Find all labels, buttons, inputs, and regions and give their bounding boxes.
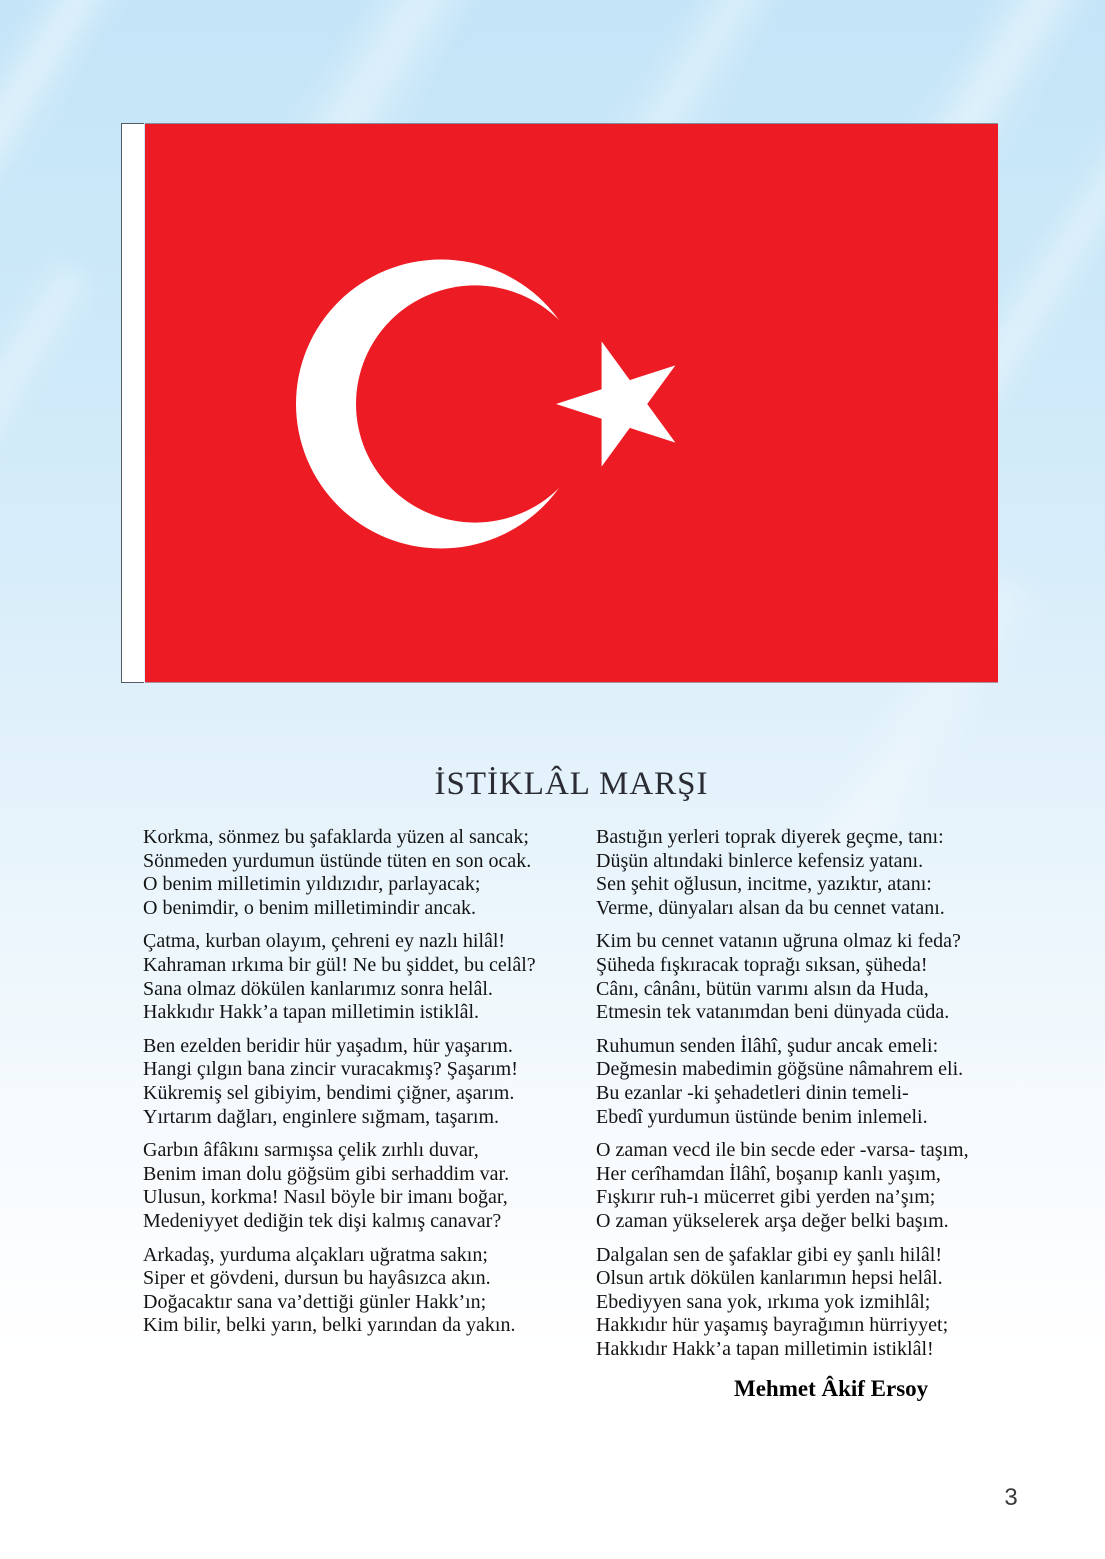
poem-line: Kahraman ırkıma bir gül! Ne bu şiddet, bu celâl? [143, 953, 536, 976]
poem-line: Kim bu cennet vatanın uğruna olmaz ki feda? [596, 930, 961, 953]
poem-line: Düşün altındaki binlerce kefensiz yatanı. [596, 849, 924, 872]
poem-column-left [143, 826, 596, 1361]
poem-line: Ulusun, korkma! Nasıl böyle bir imanı boğar, [143, 1186, 508, 1209]
poem-line: Sana olmaz dökülen kanlarımız sonra helâl. [143, 977, 493, 1000]
poem-line: Bastığın yerleri toprak diyerek geçme, tanı: [596, 826, 944, 848]
poem-line: Arkadaş, yurduma alçakları uğratma sakın; [143, 1243, 488, 1266]
poem-line: Yırtarım dağları, enginlere sığmam, taşarım. [143, 1105, 499, 1128]
poem-line: Hangi çılgın bana zincir vuracakmış? Şaşarım! [143, 1058, 518, 1081]
poem-line: O benim milletimin yıldızıdır, parlayacak; [143, 873, 481, 896]
stanza [143, 1035, 596, 1129]
poem-line: Bu ezanlar -ki şehadetleri dinin temeli- [596, 1081, 909, 1104]
poem-line: Kükremiş sel gibiyim, bendimi çiğner, aşarım. [143, 1081, 515, 1104]
poem-line: Olsun artık dökülen kanlarımın hepsi helâl. [596, 1267, 943, 1290]
poem-line: Doğacaktır sana va’dettiği günler Hakk’ın; [143, 1290, 487, 1313]
poem-line: Benim iman dolu göğsüm gibi serhaddim var. [143, 1162, 510, 1185]
stanza [596, 930, 1003, 1024]
page-number: 3 [1004, 1484, 1018, 1511]
poem [143, 826, 1003, 1361]
poem-line: Siper et gövdeni, dursun bu hayâsızca akın. [143, 1267, 491, 1290]
poem-line: Sen şehit oğlusun, incitme, yazıktır, atanı: [596, 873, 932, 896]
poem-line: Çatma, kurban olayım, çehreni ey nazlı hilâl! [143, 930, 506, 953]
poem-line: Hakkıdır Hakk’a tapan milletimin istiklâl. [143, 1001, 480, 1024]
poem-line: Hakkıdır hür yaşamış bayrağımın hürriyyet; [596, 1314, 949, 1337]
poem-line: Fışkırır ruh-ı mücerret gibi yerden na’şım; [596, 1186, 936, 1209]
poem-column-right [596, 826, 1003, 1361]
author-name: Mehmet Âkif Ersoy [734, 1376, 929, 1401]
poem-line: Hakkıdır Hakk’a tapan milletimin istiklâl! [596, 1337, 934, 1360]
poem-line: Dalgalan sen de şafaklar gibi ey şanlı hilâl! [596, 1243, 942, 1266]
poem-line: Ebediyyen sana yok, ırkıma yok izmihlâl; [596, 1290, 931, 1313]
flag-pole-strip [121, 123, 144, 683]
stanza [143, 1139, 596, 1233]
poem-line: Garbın âfâkını sarmışsa çelik zırhlı duvar, [143, 1139, 479, 1162]
turkish-flag [145, 124, 998, 682]
poem-line: Korkma, sönmez bu şafaklarda yüzen al sancak; [143, 826, 529, 848]
stanza [596, 1035, 1003, 1129]
stanza [596, 826, 1003, 920]
poem-line: Etmesin tek vatanımdan beni dünyada cüda. [596, 1001, 950, 1024]
stanza [143, 1244, 596, 1338]
poem-line: Ebedî yurdumun üstünde benim inlemeli. [596, 1105, 928, 1128]
poem-line: O zaman yükselerek arşa değer belki başım. [596, 1209, 949, 1232]
poem-line: Medeniyyet dediğin tek dişi kalmış canavar? [143, 1209, 502, 1232]
poem-line: Ben ezelden beridir hür yaşadım, hür yaşarım. [143, 1034, 513, 1057]
stanza [596, 1139, 1003, 1233]
page-title: İSTİKLÂL MARŞI [434, 766, 709, 802]
stanza [143, 930, 596, 1024]
poem-line: Kim bilir, belki yarın, belki yarından da yakın. [143, 1314, 516, 1337]
poem-line: Cânı, cânânı, bütün varımı alsın da Huda, [596, 977, 929, 1000]
poem-line: Değmesin mabedimin göğsüne nâmahrem eli. [596, 1058, 964, 1081]
poem-line: Şüheda fışkıracak toprağı sıksan, şüheda! [596, 953, 928, 976]
stanza [596, 1244, 1003, 1362]
turkish-flag-image [145, 123, 998, 683]
poem-line: O benimdir, o benim milletimindir ancak. [143, 896, 477, 919]
poem-line: O zaman vecd ile bin secde eder -varsa- taşım, [596, 1139, 969, 1162]
sky-cloud-streak [0, 257, 99, 653]
poem-line: Verme, dünyaları alsan da bu cennet vatanı. [596, 896, 945, 919]
poem-line: Sönmeden yurdumun üstünde tüten en son ocak. [143, 849, 532, 872]
stanza [143, 826, 596, 920]
poem-line: Ruhumun senden İlâhî, şudur ancak emeli: [596, 1034, 939, 1057]
poem-line: Her cerîhamdan İlâhî, boşanıp kanlı yaşım, [596, 1162, 941, 1185]
